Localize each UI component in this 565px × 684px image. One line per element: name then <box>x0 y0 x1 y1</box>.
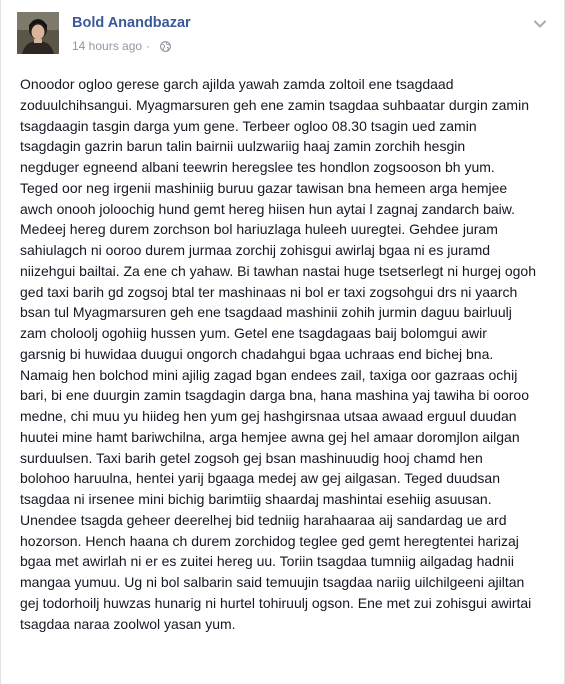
post-text-line: medne, chi muu yu hiideg hen yum gej hashgirsnaa utsaa awaad erguul duudan <box>20 408 517 424</box>
post-text-line: Teged oor neg irgenii mashiniig buruu gazar tawisan bna hemeen arga hemjee <box>20 179 508 196</box>
post-header <box>17 12 547 60</box>
post-text-line: bari, bi ene duurgin zamin tsagdagin darga bna, hana mashina yaj tawiha bi ooroo <box>20 387 530 404</box>
post-text-line: gej todorhoilj huwzas hunarig ni hurtel tohiruulj ogson. Ene met zui zohisgui awirtai <box>20 594 532 611</box>
post-text-line: Namaig hen bolchod mini ajilig zagad bgan endees zail, taxiga oor gazraas ochij <box>20 366 518 383</box>
globe-icon[interactable] <box>160 41 171 52</box>
post-text-line: sahiulagch ni ooroo durem jurmaa zorchij zohisgui awirlaj bgaa ni es juramd <box>20 242 491 258</box>
post-text-line: awch onooh joloochig hund gemt hereg hiisen hun aytai l zagnaj zandarch baiw. <box>20 200 516 217</box>
post-text-line: surduulsen. Taxi barih getel zogsoh gej bsan mashinuudig hooj chamd hen <box>20 449 483 466</box>
post-text-line: tsagdaa ni irsenee mini bichig barimtiig shaardaj mashintai esehiig asuusan. <box>20 491 492 507</box>
post-text-line: huutei mine hamt bariwchilna, arga hemjee awna gej hel amaar doromjlon ailgan <box>20 428 520 445</box>
post-text-line: Unendee tsagda geheer deerelhej bid tedniig harahaaraa aij sandardag ue ard <box>20 511 507 528</box>
post-text-line: Medeej hereg durem zorchson bol hariuzlaga huleeh uuregtei. Gehdee juram <box>20 221 498 238</box>
post-body-text <box>20 74 550 634</box>
post-text-line: ged taxi barih gd zogsoj btal ter mashinaas ni bol er taxi zogsohgui drs ni yaarch <box>20 283 518 300</box>
post-text-line: bsan tul Myagmarsuren geh ene tsagdaad mashinii zohih jurmin daguu bairluulj <box>20 304 512 321</box>
author-name[interactable]: Bold Anandbazar <box>72 15 191 31</box>
avatar[interactable] <box>17 12 59 54</box>
post-meta <box>72 39 171 53</box>
chevron-down-icon[interactable] <box>533 16 547 26</box>
post-text-line: bolohoo haruulna, hentei yarij bgaaga medej aw gej ailgasan. Teged duudsan <box>20 470 500 487</box>
separator-dot: · <box>146 39 151 53</box>
post-text-line: hozorson. Hench haana ch durem zorchidog teglee ged gemt heregtentei harizaj <box>20 532 519 549</box>
post-text-line: tsagdagin gazrin barun talin bairnii uulzwariig haaj zamin zorchih hesgin <box>20 138 466 155</box>
post-text-line: mangaa yumuu. Ug ni bol salbarin said temuujin tsagdaa nariig uilchilgeeni ajiltan <box>20 574 525 590</box>
post-text-line: negduger egneend albani teewrin heregslee tes hondlon zogsooson bh yum. <box>20 159 495 175</box>
post-text-line: tsagdaa naraa zoolwol yasan yum. <box>20 615 236 632</box>
post-text-line: niizehgui bailtai. Za ene ch yahaw. Bi tawhan nastai huge tsetserlegt ni hurgej ogoh <box>20 262 537 279</box>
post-text-line: zoduulchihsangui. Myagmarsuren geh ene zamin tsagdaa suhbaatar durgin zamin <box>20 96 529 113</box>
post-text-line: zam choloolj ogohiig hussen yum. Getel ene tsagdagaas baij bolomgui awir <box>20 325 487 341</box>
post-text-line: tsagdaagin tasgin darga yum gene. Terbeer ogloo 08.30 tsagin ued zamin <box>20 117 477 134</box>
post-text-line: Onoodor ogloo gerese garch ajilda yawah zamda zoltoil ene tsagdaad <box>20 76 454 92</box>
post-text-line: garsnig bi huwidaa duugui ongorch chadahgui bgaa uchraas end bichej bna. <box>20 345 494 362</box>
timestamp[interactable]: 14 hours ago <box>72 39 143 53</box>
post-text-line: bgaa met awirlah ni er es zuitei hereg uu. Toriin tsagdaa tumniig ailgadag hadnii <box>20 553 514 570</box>
avatar-photo <box>17 12 59 54</box>
